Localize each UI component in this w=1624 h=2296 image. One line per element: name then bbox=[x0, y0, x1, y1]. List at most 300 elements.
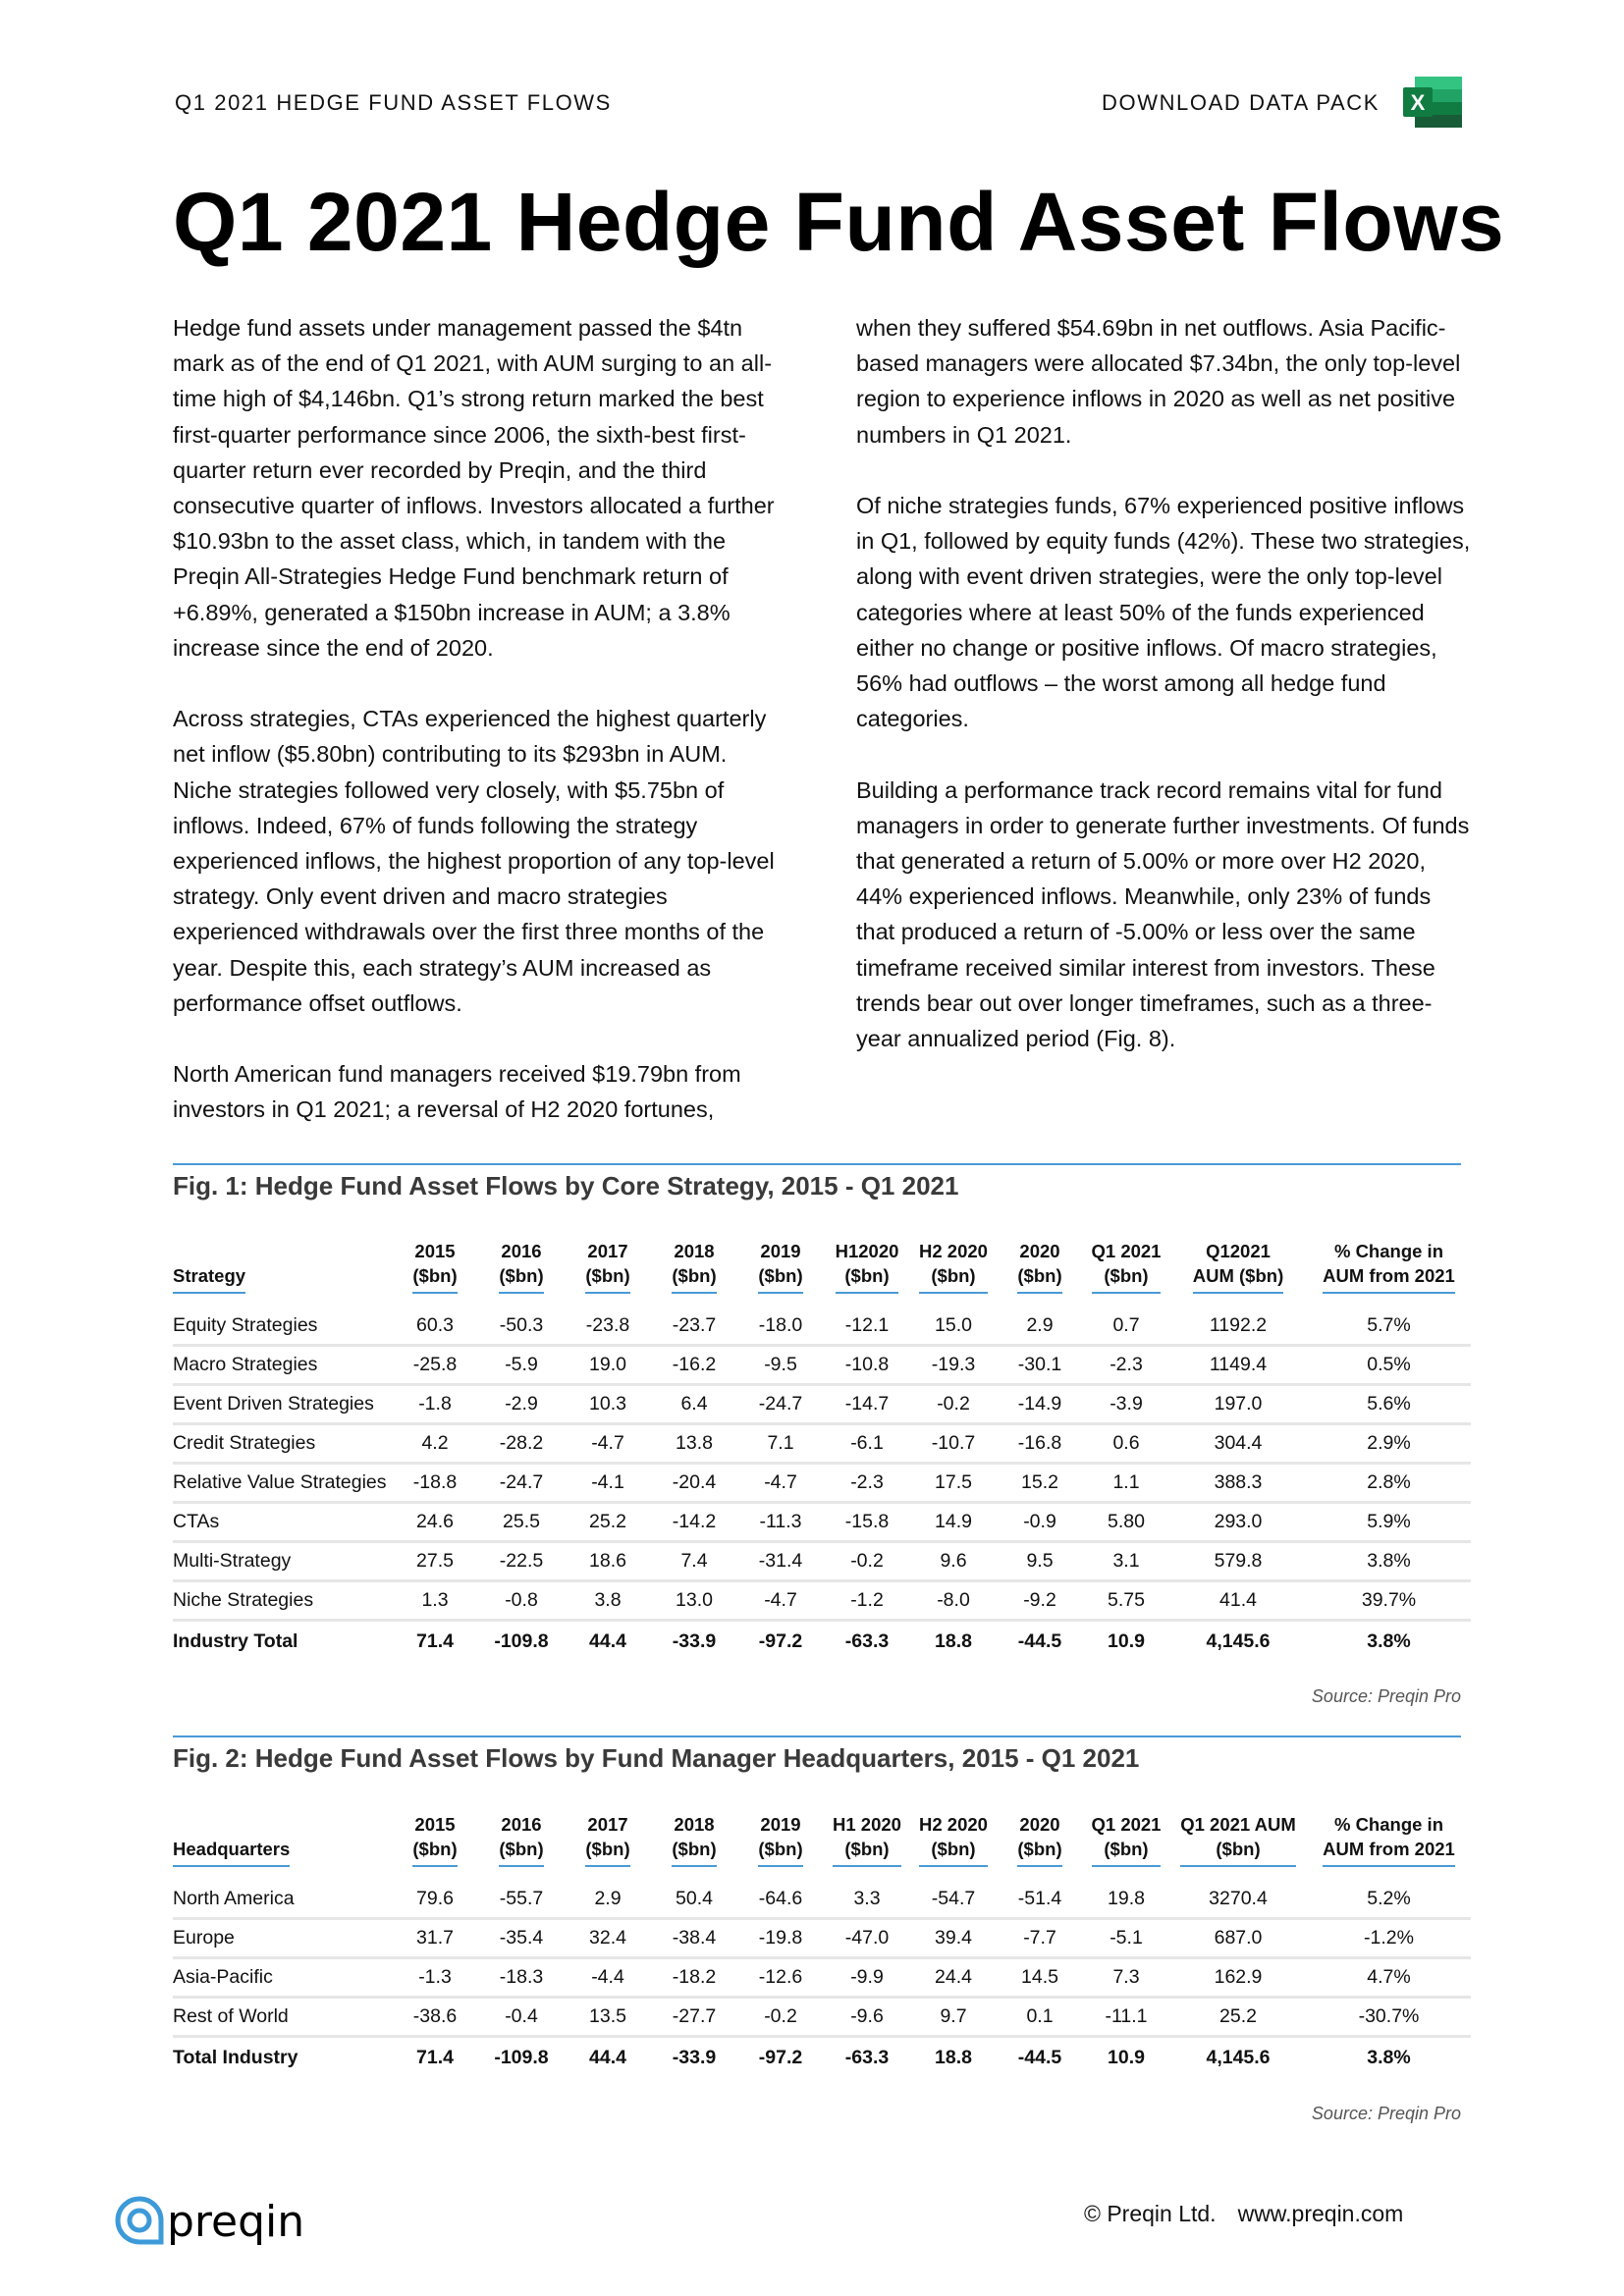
column-header-line: ($bn) bbox=[1017, 1839, 1062, 1859]
table-cell: 3.8% bbox=[1367, 1629, 1411, 1652]
column-header-label bbox=[173, 1837, 290, 1867]
column-header-line: AUM from 2021 bbox=[1323, 1839, 1455, 1859]
table-row bbox=[173, 1464, 1471, 1503]
table-cell: -24.7 bbox=[737, 1385, 824, 1424]
table-cell: -9.2 bbox=[997, 1581, 1083, 1621]
column-header-label bbox=[1017, 1812, 1061, 1867]
column-header-line: ($bn) bbox=[412, 1265, 458, 1286]
figure-2-title: Fig. 2: Hedge Fund Asset Flows by Fund Manager Headquarters, 2015 - Q1 2021 bbox=[173, 1743, 1140, 1773]
column-header bbox=[1169, 1812, 1307, 1881]
table-row bbox=[173, 1346, 1471, 1385]
column-header bbox=[1169, 1239, 1307, 1308]
column-header bbox=[478, 1812, 565, 1881]
column-header-label bbox=[1092, 1239, 1162, 1294]
column-header-label bbox=[758, 1812, 802, 1867]
table-cell: -2.9 bbox=[478, 1385, 565, 1424]
preqin-at-icon bbox=[118, 2199, 161, 2242]
paragraph: Of niche strategies funds, 67% experienced positive inflows in Q1, followed by equity funds (42%). These two strategies, along with event driven strategies, were the only top-level categories where at least 50% of the funds experienced either no change or positive inflows. Of macro strategies, 56% had outflows – the worst among all hedge fund categories. bbox=[856, 493, 1471, 732]
table-cell: -25.8 bbox=[392, 1346, 478, 1385]
table-cell: 79.6 bbox=[392, 1881, 478, 1919]
table-cell: 19.8 bbox=[1083, 1881, 1169, 1919]
table-cell: -1.3 bbox=[392, 1958, 478, 1998]
table-row bbox=[173, 1881, 1471, 1919]
column-header-line: H2 2020 bbox=[919, 1814, 988, 1835]
row-label: Niche Strategies bbox=[173, 1581, 392, 1621]
column-header bbox=[173, 1239, 392, 1308]
table-cell: -55.7 bbox=[478, 1881, 565, 1919]
table-cell: -1.2 bbox=[824, 1581, 910, 1621]
table-cell: 27.5 bbox=[392, 1542, 478, 1581]
column-header-label bbox=[585, 1239, 629, 1294]
table-cell: 0.5% bbox=[1307, 1346, 1471, 1385]
excel-icon-letter: X bbox=[1410, 90, 1426, 115]
column-header-label bbox=[1323, 1812, 1455, 1867]
figure-1-table bbox=[173, 1239, 1471, 1661]
table-row bbox=[173, 1998, 1471, 2037]
table-cell: -51.4 bbox=[997, 1881, 1083, 1919]
column-header-line: 2017 bbox=[587, 1814, 628, 1835]
column-header-line: H2 2020 bbox=[919, 1241, 988, 1261]
table-cell: 162.9 bbox=[1169, 1958, 1307, 1998]
table-cell: 5.7% bbox=[1307, 1308, 1471, 1346]
table-cell: 50.4 bbox=[651, 1881, 737, 1919]
row-label: Credit Strategies bbox=[173, 1424, 392, 1464]
table-cell: 14.9 bbox=[910, 1503, 997, 1542]
table-cell: -0.8 bbox=[478, 1581, 565, 1621]
table-cell: 41.4 bbox=[1169, 1581, 1307, 1621]
table-cell: 71.4 bbox=[416, 2046, 454, 2068]
column-header bbox=[173, 1812, 392, 1881]
table-cell: -30.1 bbox=[997, 1346, 1083, 1385]
column-header-label bbox=[836, 1239, 899, 1294]
row-label: Equity Strategies bbox=[173, 1308, 392, 1346]
table-cell: -11.3 bbox=[737, 1503, 824, 1542]
table-cell: -22.5 bbox=[478, 1542, 565, 1581]
table-cell: -0.2 bbox=[824, 1542, 910, 1581]
table-cell: 39.7% bbox=[1307, 1581, 1471, 1621]
table-cell: -27.7 bbox=[651, 1998, 737, 2037]
table-cell: -23.8 bbox=[565, 1308, 651, 1346]
row-label: Total Industry bbox=[173, 2046, 298, 2068]
column-header-line: 2018 bbox=[674, 1241, 715, 1261]
table-cell: -9.6 bbox=[824, 1998, 910, 2037]
table-cell: 44.4 bbox=[589, 1629, 626, 1652]
section-label: Q1 2021 HEDGE FUND ASSET FLOWS bbox=[175, 90, 612, 115]
column-header-label bbox=[412, 1239, 457, 1294]
paragraph: Across strategies, CTAs experienced the highest quarterly net inflow ($5.80bn) contributing to its $293bn in AUM. Niche strategies followed very closely, with $5.75bn of inflows. Indeed, 67% of funds following the strategy experienced inflows, the highest proportion of any top-level strategy. Only event driven and macro strategies experienced withdrawals over the first three months of the year. Despite this, each strategy’s AUM increased as performance offset outflows. bbox=[173, 706, 775, 1016]
table-cell: 0.7 bbox=[1083, 1308, 1169, 1346]
table-row bbox=[173, 1581, 1471, 1621]
column-header-line: H12020 bbox=[835, 1241, 899, 1261]
table-cell: -10.7 bbox=[910, 1424, 997, 1464]
column-header-line: ($bn) bbox=[585, 1839, 630, 1859]
table-cell: -2.3 bbox=[1083, 1346, 1169, 1385]
column-header bbox=[737, 1812, 824, 1881]
column-header-line: 2020 bbox=[1019, 1814, 1060, 1835]
table-cell: 18.8 bbox=[935, 2046, 972, 2068]
table-cell: 25.2 bbox=[1169, 1998, 1307, 2037]
table-cell: -38.6 bbox=[392, 1998, 478, 2037]
column-header-line: ($bn) bbox=[1104, 1265, 1149, 1286]
table-cell: 25.5 bbox=[478, 1503, 565, 1542]
figure-1-rule bbox=[173, 1163, 1461, 1165]
table-total-row bbox=[173, 2037, 1471, 2078]
table-cell: -3.9 bbox=[1083, 1385, 1169, 1424]
table-cell: 304.4 bbox=[1169, 1424, 1307, 1464]
column-header-label bbox=[672, 1239, 716, 1294]
table-cell: 24.6 bbox=[392, 1503, 478, 1542]
column-header bbox=[1083, 1812, 1169, 1881]
table-cell: 13.8 bbox=[651, 1424, 737, 1464]
column-header-line: H1 2020 bbox=[833, 1814, 901, 1835]
column-header-line: ($bn) bbox=[844, 1839, 890, 1859]
column-header bbox=[824, 1812, 910, 1881]
table-cell: -0.9 bbox=[997, 1503, 1083, 1542]
paragraph: Building a performance track record remains vital for fund managers in order to generate further investments. Of funds that generated a return of 5.00% or more over H2 2020, 44% experienced inflows. Meanwhile, only 23% of funds that produced a return of -5.00% or less over the same timeframe received similar interest from investors. These trends bear out over longer timeframes, such as a three-year annualized period (Fig. 8). bbox=[856, 776, 1470, 1052]
table-cell: 15.2 bbox=[997, 1464, 1083, 1503]
table-cell: 7.4 bbox=[651, 1542, 737, 1581]
column-header-line: Q1 2021 AUM bbox=[1180, 1814, 1296, 1835]
table-cell: -4.7 bbox=[565, 1424, 651, 1464]
row-label: North America bbox=[173, 1881, 392, 1919]
table-cell: -4.4 bbox=[565, 1958, 651, 1998]
table-cell: 60.3 bbox=[392, 1308, 478, 1346]
table-cell: 3.3 bbox=[824, 1881, 910, 1919]
table-cell: -0.4 bbox=[478, 1998, 565, 2037]
column-header-label bbox=[919, 1812, 988, 1867]
website-link[interactable]: www.preqin.com bbox=[1237, 2201, 1404, 2226]
table-row bbox=[173, 1542, 1471, 1581]
excel-icon[interactable] bbox=[1397, 77, 1462, 128]
table-cell: 3.8 bbox=[565, 1581, 651, 1621]
column-header-line: ($bn) bbox=[1104, 1839, 1149, 1859]
preqin-logo[interactable] bbox=[112, 2189, 328, 2252]
table-cell: -19.8 bbox=[737, 1919, 824, 1958]
table-cell: -28.2 bbox=[478, 1424, 565, 1464]
table-cell: 44.4 bbox=[589, 2046, 626, 2068]
column-header-label bbox=[758, 1239, 802, 1294]
row-label: Multi-Strategy bbox=[173, 1542, 392, 1581]
table-cell: 1149.4 bbox=[1169, 1346, 1307, 1385]
table-cell: 5.2% bbox=[1307, 1881, 1471, 1919]
table-cell: -33.9 bbox=[672, 1629, 717, 1652]
table-cell: 3.8% bbox=[1307, 1542, 1471, 1581]
table-cell: 4,145.6 bbox=[1206, 2046, 1271, 2068]
column-header-line: ($bn) bbox=[931, 1265, 976, 1286]
column-header bbox=[392, 1239, 478, 1308]
table-cell: -20.4 bbox=[651, 1464, 737, 1503]
table-cell: -109.8 bbox=[494, 2046, 549, 2068]
table-cell: 3270.4 bbox=[1169, 1881, 1307, 1919]
column-header-line: ($bn) bbox=[672, 1839, 717, 1859]
column-header-label bbox=[919, 1239, 988, 1294]
table-cell: 5.6% bbox=[1307, 1385, 1471, 1424]
column-header-line: 2015 bbox=[414, 1814, 456, 1835]
column-header bbox=[910, 1239, 997, 1308]
table-row bbox=[173, 1424, 1471, 1464]
column-header-line: ($bn) bbox=[758, 1265, 803, 1286]
table-cell: 0.1 bbox=[997, 1998, 1083, 2037]
column-header-label bbox=[1017, 1239, 1061, 1294]
table-cell: -97.2 bbox=[758, 1629, 803, 1652]
table-cell: -4.1 bbox=[565, 1464, 651, 1503]
row-label: Asia-Pacific bbox=[173, 1958, 392, 1998]
paragraph: Hedge fund assets under management passed the $4tn mark as of the end of Q1 2021, with AUM surging to an all-time high of $4,146bn. Q1’s strong return marked the best first-quarter performance since 2006, the sixth-best first-quarter return ever recorded by Preqin, and the third consecutive quarter of inflows. Investors allocated a further $10.93bn to the asset class, which, in tandem with the Preqin All-Strategies Hedge Fund benchmark return of +6.89%, generated a $150bn increase in AUM; a 3.8% increase since the end of 2020. bbox=[173, 315, 775, 661]
column-header bbox=[997, 1239, 1083, 1308]
table-cell: -8.0 bbox=[910, 1581, 997, 1621]
table-cell: 9.5 bbox=[997, 1542, 1083, 1581]
table-cell: -5.9 bbox=[478, 1346, 565, 1385]
column-header bbox=[651, 1812, 737, 1881]
figure-2-rule bbox=[173, 1735, 1461, 1737]
table-cell: 9.6 bbox=[910, 1542, 997, 1581]
table-cell: 7.1 bbox=[737, 1424, 824, 1464]
body-column-right bbox=[856, 310, 1475, 1092]
table-cell: 24.4 bbox=[910, 1958, 997, 1998]
table-cell: -16.8 bbox=[997, 1424, 1083, 1464]
table-cell: -44.5 bbox=[1017, 1629, 1062, 1652]
footer-info bbox=[1084, 2201, 1403, 2227]
column-header-line: 2016 bbox=[501, 1814, 542, 1835]
table-cell: 25.2 bbox=[565, 1503, 651, 1542]
table-cell: 2.9% bbox=[1307, 1424, 1471, 1464]
row-label: Europe bbox=[173, 1919, 392, 1958]
table-cell: -44.5 bbox=[1017, 2046, 1062, 2068]
table-cell: 1.1 bbox=[1083, 1464, 1169, 1503]
row-label: CTAs bbox=[173, 1503, 392, 1542]
table-cell: -33.9 bbox=[672, 2046, 717, 2068]
column-header-line: % Change in bbox=[1333, 1241, 1443, 1261]
table-cell: -23.7 bbox=[651, 1308, 737, 1346]
table-cell: 0.6 bbox=[1083, 1424, 1169, 1464]
preqin-wordmark: preqin bbox=[167, 2197, 305, 2247]
column-header bbox=[392, 1812, 478, 1881]
table-cell: -50.3 bbox=[478, 1308, 565, 1346]
table-cell: 9.7 bbox=[910, 1998, 997, 2037]
table-cell: -14.9 bbox=[997, 1385, 1083, 1424]
table-cell: -7.7 bbox=[997, 1919, 1083, 1958]
table-cell: 10.9 bbox=[1108, 2046, 1145, 2068]
table-cell: -18.2 bbox=[651, 1958, 737, 1998]
column-header bbox=[478, 1239, 565, 1308]
column-header-line: 2020 bbox=[1019, 1241, 1060, 1261]
table-cell: -16.2 bbox=[651, 1346, 737, 1385]
table-cell: -11.1 bbox=[1083, 1998, 1169, 2037]
table-cell: 6.4 bbox=[651, 1385, 737, 1424]
paragraph: when they suffered $54.69bn in net outflows. Asia Pacific-based managers were allocated $7.34bn, the only top-level region to experience inflows in 2020 as well as net positive numbers in Q1 2021. bbox=[856, 315, 1461, 448]
table-cell: 1192.2 bbox=[1169, 1308, 1307, 1346]
table-cell: -64.6 bbox=[737, 1881, 824, 1919]
figure-1-source: Source: Preqin Pro bbox=[1311, 1686, 1461, 1706]
table-row bbox=[173, 1958, 1471, 1998]
table-cell: 293.0 bbox=[1169, 1503, 1307, 1542]
column-header-label bbox=[499, 1812, 543, 1867]
page-title: Q1 2021 Hedge Fund Asset Flows bbox=[173, 176, 1505, 268]
column-header bbox=[910, 1812, 997, 1881]
table-cell: -4.7 bbox=[737, 1464, 824, 1503]
column-header-label bbox=[1180, 1812, 1296, 1867]
table-cell: -30.7% bbox=[1307, 1998, 1471, 2037]
table-cell: -6.1 bbox=[824, 1424, 910, 1464]
column-header-line: 2019 bbox=[760, 1814, 801, 1835]
table-cell: -47.0 bbox=[824, 1919, 910, 1958]
table-cell: 18.6 bbox=[565, 1542, 651, 1581]
column-header-line: ($bn) bbox=[931, 1839, 976, 1859]
table-cell: -31.4 bbox=[737, 1542, 824, 1581]
paragraph: North American fund managers received $19.79bn from investors in Q1 2021; a reversal of H2 2020 fortunes, bbox=[173, 1061, 741, 1123]
table-row bbox=[173, 1308, 1471, 1346]
table-cell: -63.3 bbox=[844, 1629, 890, 1652]
column-header-line: 2016 bbox=[501, 1241, 542, 1261]
column-header bbox=[651, 1239, 737, 1308]
table-cell: -0.2 bbox=[910, 1385, 997, 1424]
table-cell: 13.0 bbox=[651, 1581, 737, 1621]
column-header-line: ($bn) bbox=[499, 1265, 544, 1286]
table-cell: 5.9% bbox=[1307, 1503, 1471, 1542]
column-header-line: Headquarters bbox=[173, 1839, 291, 1859]
table-cell: 2.9 bbox=[565, 1881, 651, 1919]
column-header-line: 2018 bbox=[674, 1814, 715, 1835]
table-cell: 2.9 bbox=[997, 1308, 1083, 1346]
table-cell: 4,145.6 bbox=[1206, 1629, 1271, 1652]
table-cell: 31.7 bbox=[392, 1919, 478, 1958]
column-header-line: ($bn) bbox=[672, 1265, 717, 1286]
column-header-line: Q1 2021 bbox=[1091, 1814, 1162, 1835]
table-header-row bbox=[173, 1239, 1471, 1308]
download-data-pack-link[interactable]: DOWNLOAD DATA PACK bbox=[1102, 90, 1380, 115]
table-row bbox=[173, 1503, 1471, 1542]
body-column-left bbox=[173, 310, 791, 1163]
table-cell: -38.4 bbox=[651, 1919, 737, 1958]
table-cell: 4.7% bbox=[1307, 1958, 1471, 1998]
column-header-label bbox=[833, 1812, 901, 1867]
copyright: © Preqin Ltd. bbox=[1084, 2201, 1217, 2226]
table-cell: 32.4 bbox=[565, 1919, 651, 1958]
table-cell: -109.8 bbox=[494, 1629, 549, 1652]
table-cell: -14.7 bbox=[824, 1385, 910, 1424]
table-cell: -9.9 bbox=[824, 1958, 910, 1998]
table-cell: 4.2 bbox=[392, 1424, 478, 1464]
table-cell: 7.3 bbox=[1083, 1958, 1169, 1998]
table-row bbox=[173, 1385, 1471, 1424]
table-cell: -54.7 bbox=[910, 1881, 997, 1919]
column-header-line: 2019 bbox=[760, 1241, 801, 1261]
figure-1-title: Fig. 1: Hedge Fund Asset Flows by Core Strategy, 2015 - Q1 2021 bbox=[173, 1171, 959, 1201]
table-cell: 13.5 bbox=[565, 1998, 651, 2037]
table-cell: -15.8 bbox=[824, 1503, 910, 1542]
column-header-label bbox=[1092, 1812, 1162, 1867]
table-cell: 5.75 bbox=[1083, 1581, 1169, 1621]
column-header bbox=[1307, 1239, 1471, 1308]
table-cell: -18.0 bbox=[737, 1308, 824, 1346]
table-cell: 14.5 bbox=[997, 1958, 1083, 1998]
figure-2-source: Source: Preqin Pro bbox=[1311, 2104, 1461, 2123]
table-cell: 19.0 bbox=[565, 1346, 651, 1385]
table-total-row bbox=[173, 1621, 1471, 1662]
table-cell: -5.1 bbox=[1083, 1919, 1169, 1958]
table-cell: 388.3 bbox=[1169, 1464, 1307, 1503]
table-cell: 39.4 bbox=[910, 1919, 997, 1958]
table-cell: 10.3 bbox=[565, 1385, 651, 1424]
column-header-line: 2017 bbox=[587, 1241, 628, 1261]
table-cell: 197.0 bbox=[1169, 1385, 1307, 1424]
column-header-label bbox=[412, 1812, 457, 1867]
table-cell: -1.2% bbox=[1307, 1919, 1471, 1958]
column-header-label bbox=[1323, 1239, 1455, 1294]
column-header bbox=[1307, 1812, 1471, 1881]
table-cell: -2.3 bbox=[824, 1464, 910, 1503]
row-label: Rest of World bbox=[173, 1998, 392, 2037]
column-header-line: Q1 2021 bbox=[1091, 1241, 1162, 1261]
table-cell: 579.8 bbox=[1169, 1542, 1307, 1581]
row-label: Relative Value Strategies bbox=[173, 1464, 392, 1503]
column-header-line: ($bn) bbox=[1017, 1265, 1062, 1286]
table-cell: 687.0 bbox=[1169, 1919, 1307, 1958]
column-header-label bbox=[173, 1263, 245, 1294]
column-header-line: ($bn) bbox=[844, 1265, 890, 1286]
column-header-label bbox=[499, 1239, 543, 1294]
column-header bbox=[565, 1239, 651, 1308]
table-cell: 18.8 bbox=[935, 1629, 972, 1652]
column-header bbox=[997, 1812, 1083, 1881]
table-cell: -35.4 bbox=[478, 1919, 565, 1958]
column-header-line: ($bn) bbox=[585, 1265, 630, 1286]
table-cell: 17.5 bbox=[910, 1464, 997, 1503]
table-cell: -10.8 bbox=[824, 1346, 910, 1385]
table-cell: -12.1 bbox=[824, 1308, 910, 1346]
table-cell: -97.2 bbox=[758, 2046, 803, 2068]
table-cell: -18.8 bbox=[392, 1464, 478, 1503]
column-header-line: ($bn) bbox=[1216, 1839, 1261, 1859]
table-cell: -63.3 bbox=[844, 2046, 890, 2068]
table-cell: 3.1 bbox=[1083, 1542, 1169, 1581]
column-header bbox=[824, 1239, 910, 1308]
table-cell: -18.3 bbox=[478, 1958, 565, 1998]
column-header-label bbox=[672, 1812, 716, 1867]
table-cell: -1.8 bbox=[392, 1385, 478, 1424]
row-label: Macro Strategies bbox=[173, 1346, 392, 1385]
column-header-line: Q12021 bbox=[1206, 1241, 1271, 1261]
column-header-line: AUM ($bn) bbox=[1192, 1265, 1284, 1286]
column-header bbox=[737, 1239, 824, 1308]
row-label: Event Driven Strategies bbox=[173, 1385, 392, 1424]
table-cell: -4.7 bbox=[737, 1581, 824, 1621]
table-cell: -0.2 bbox=[737, 1998, 824, 2037]
table-cell: 15.0 bbox=[910, 1308, 997, 1346]
table-cell: -9.5 bbox=[737, 1346, 824, 1385]
table-cell: -12.6 bbox=[737, 1958, 824, 1998]
column-header-label bbox=[1193, 1239, 1283, 1294]
table-cell: 10.9 bbox=[1108, 1629, 1145, 1652]
column-header-line: ($bn) bbox=[758, 1839, 803, 1859]
table-cell: -19.3 bbox=[910, 1346, 997, 1385]
figure-2-table bbox=[173, 1812, 1471, 2077]
table-cell: -14.2 bbox=[651, 1503, 737, 1542]
column-header-line: ($bn) bbox=[499, 1839, 544, 1859]
column-header-line: % Change in bbox=[1333, 1814, 1443, 1835]
column-header-label bbox=[585, 1812, 629, 1867]
column-header-line: 2015 bbox=[414, 1241, 456, 1261]
table-row bbox=[173, 1919, 1471, 1958]
table-cell: 1.3 bbox=[392, 1581, 478, 1621]
table-header-row bbox=[173, 1812, 1471, 1881]
column-header bbox=[565, 1812, 651, 1881]
table-cell: 2.8% bbox=[1307, 1464, 1471, 1503]
column-header-line: ($bn) bbox=[412, 1839, 458, 1859]
column-header-line: AUM from 2021 bbox=[1323, 1265, 1455, 1286]
column-header bbox=[1083, 1239, 1169, 1308]
row-label: Industry Total bbox=[173, 1629, 298, 1652]
